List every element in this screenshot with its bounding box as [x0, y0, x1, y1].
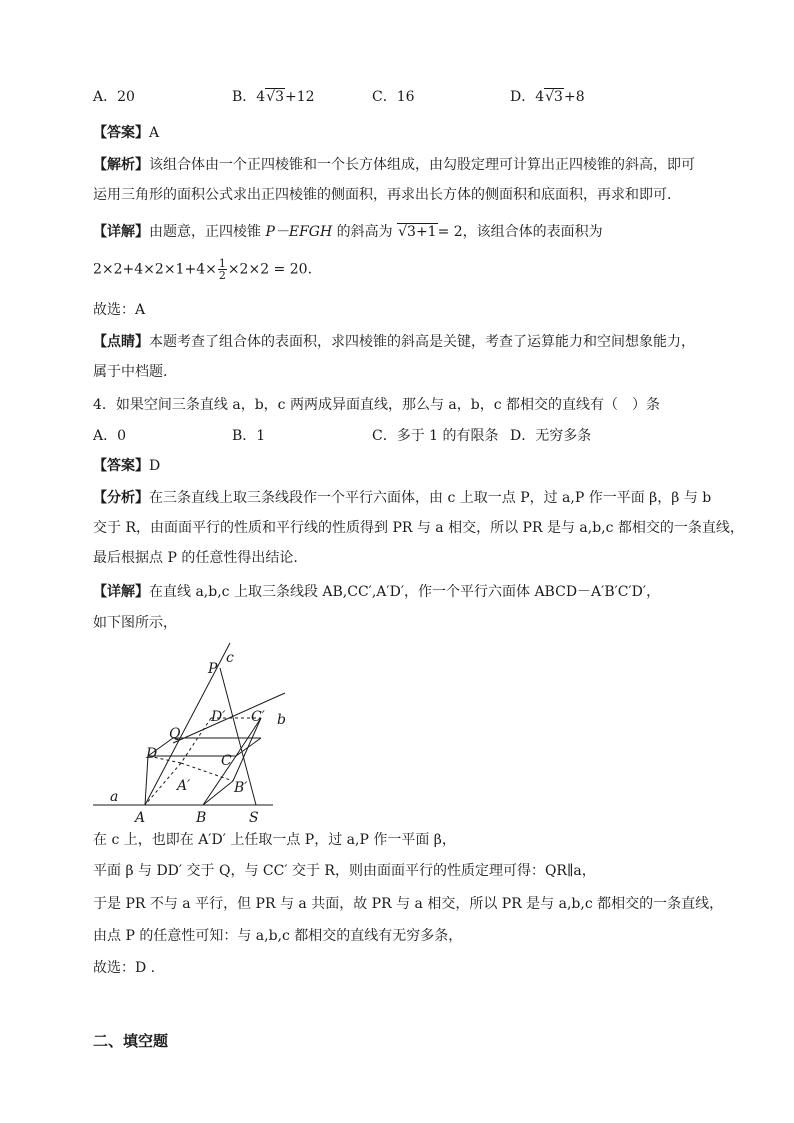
- q4-stem: 4．如果空间三条直线 a，b，c 两两成异面直线，那么与 a，b，c 都相交的直线有（ ）条: [93, 397, 661, 413]
- q4-after-line-4: 由点 P 的任意性可知：与 a,b,c 都相交的直线有无穷多条，: [93, 928, 463, 944]
- section-title-fill-in: 二、填空题: [93, 1032, 169, 1050]
- q4-option-d: D．无穷多条: [510, 428, 592, 444]
- q4-choose: 故选：D .: [93, 960, 156, 976]
- label-a-point: A: [135, 810, 146, 826]
- q3-answer: 【答案】A: [93, 125, 160, 141]
- q4-option-b: B．1: [232, 428, 266, 444]
- label-d-prime: D′: [211, 709, 226, 725]
- q3-comment-line-1: 【点睛】本题考查了组合体的表面积，求四棱锥的斜高是关键，考查了运算能力和空间想象能力，: [93, 334, 695, 350]
- q3-formula: 2×2+4×2×1+4× $\frac{1}{2}$ ×2×2 = 20.: [93, 257, 313, 282]
- q4-analysis-line-3: 最后根据点 P 的任意性得出结论.: [93, 550, 298, 566]
- parallelepiped-figure: [93, 638, 293, 828]
- option-d: D．4√3+8: [510, 89, 585, 105]
- option-a: A．20: [93, 89, 135, 105]
- sqrt-3: √3: [266, 89, 285, 105]
- q3-choose: 故选：A: [93, 302, 146, 318]
- label-d: D: [146, 746, 158, 762]
- q3-detail-line-1: 【详解】由题意，正四棱锥 P－EFGH 的斜高为 √3+1= 2，该组合体的表面积为: [93, 224, 603, 240]
- label-p: P: [208, 661, 218, 677]
- q3-comment-line-2: 属于中档题.: [93, 364, 168, 380]
- sqrt-expression: √3+1: [398, 224, 437, 240]
- label-b-point: B: [196, 810, 207, 826]
- q4-after-line-3: 于是 PR 不与 a 平行，但 PR 与 a 共面，故 PR 与 a 相交，所以 PR 是与 a,b,c 都相交的一条直线，: [93, 896, 724, 912]
- option-c: C．16: [372, 89, 415, 105]
- edge-a1a: [145, 763, 181, 805]
- label-a-prime: A′: [177, 778, 191, 794]
- q4-after-line-2: 平面 β 与 DD′ 交于 Q，与 CC′ 交于 R，则由面面平行的性质定理可得：QR∥a，: [93, 863, 596, 879]
- q4-analysis-line-2: 交于 R，由面面平行的性质和平行线的性质得到 PR 与 a 相交，所以 PR 是与 a,b,c 都相交的一条直线，: [93, 520, 744, 536]
- label-c-prime: C′: [251, 709, 265, 725]
- q3-analysis-line-2: 运用三角形的面积公式求出正四棱锥的侧面积，再求出长方体的侧面积和底面积，再求和即可.: [93, 187, 672, 203]
- q4-answer: 【答案】D: [93, 458, 161, 474]
- label-s: S: [249, 810, 259, 826]
- q4-detail-line-2: 如下图所示，: [93, 615, 177, 631]
- label-c-point: C: [221, 753, 232, 769]
- label-c: c: [226, 650, 234, 666]
- option-b: B．4√3+12: [232, 89, 315, 105]
- q3-analysis-line-1: 【解析】该组合体由一个正四棱锥和一个长方体组成，由勾股定理可计算出正四棱锥的斜高，即可: [93, 157, 695, 173]
- q4-detail-line-1: 【详解】在直线 a,b,c 上取三条线段 AB,CC′,A′D′，作一个平行六面体 ABCD－A′B′C′D′，: [93, 584, 661, 600]
- sqrt-3: √3: [545, 89, 563, 105]
- edge-da: [145, 756, 148, 805]
- q4-after-line-1: 在 c 上，也即在 A′D′ 上任取一点 P，过 a,P 作一平面 β，: [93, 832, 456, 848]
- label-b: b: [277, 712, 286, 728]
- edge-bb1: [203, 781, 233, 805]
- q4-option-a: A．0: [93, 428, 127, 444]
- label-q: Q: [169, 726, 181, 742]
- label-b-prime: B′: [234, 780, 248, 796]
- q4-option-c: C．多于 1 的有限条: [372, 428, 499, 444]
- fraction-one-half: $\frac{1}{2}$: [218, 257, 226, 282]
- label-a-line: a: [110, 789, 119, 805]
- q4-analysis-line-1: 【分析】在三条直线上取三条线段作一个平行六面体，由 c 上取一点 P，过 a,P 作一平面 β，β 与 b: [93, 490, 712, 506]
